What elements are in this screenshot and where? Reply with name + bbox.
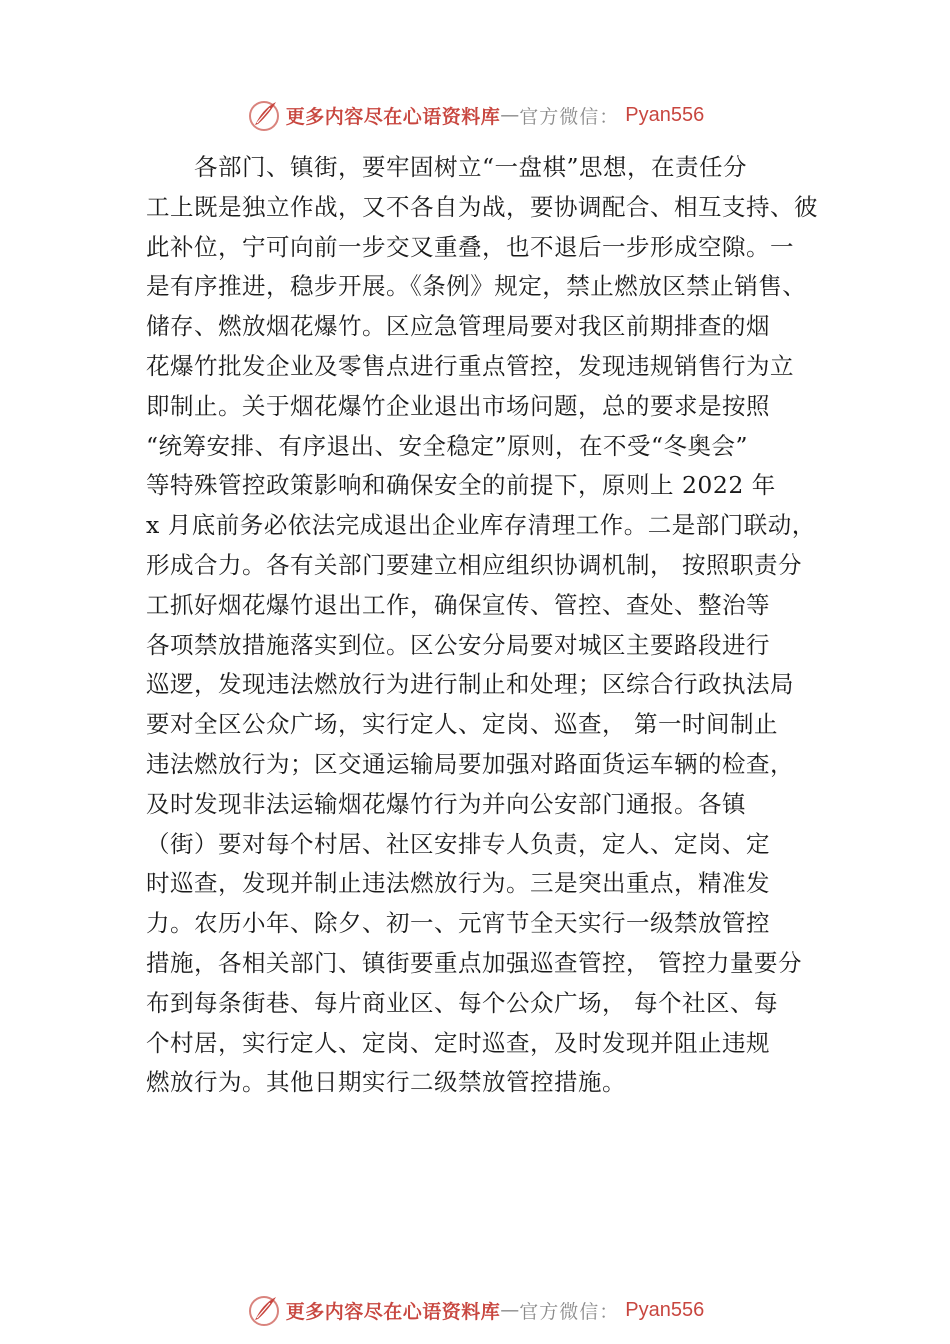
watermark-dash: — [500,104,520,126]
text-line: 即制止。关于烟花爆竹企业退出市场问题，总的要求是按照 [146,391,770,420]
text-line: （街）要对每个村居、社区安排专人负责，定人、定岗、定 [146,829,770,858]
text-line: 各部门、镇街，要牢固树立“一盘棋”思想，在责任分 [194,153,748,181]
text-line: 措施，各相关部门、镇街要重点加强巡查管控， 管控力量要分 [146,948,802,977]
text-line: 是有序推进，稳步开展。《条例》规定，禁止燃放区禁止销售、 [146,272,807,301]
text-line: 及时发现非法运输烟花爆竹行为并向公安部门通报。各镇 [146,789,746,818]
text-line: 储存、燃放烟花爆竹。区应急管理局要对我区前期排查的烟 [146,312,770,341]
text-line: 要对全区公众广场，实行定人、定岗、巡查， 第一时间制止 [146,710,778,739]
text-line: 燃放行为。其他日期实行二级禁放管控措施。 [146,1068,626,1097]
quill-logo-icon [246,97,282,133]
watermark-wechat-handle: Pyan556 [625,103,705,126]
text-line: “统筹安排、有序退出、安全稳定”原则，在不受“冬奥会” [146,431,749,460]
text-line: 巡逻，发现违法燃放行为进行制止和处理；区综合行政执法局 [146,670,794,699]
quill-logo-icon [246,1292,282,1328]
footer-watermark [0,1290,950,1330]
watermark-official-label: 官方微信： [519,105,620,128]
watermark-brand: 更多内容尽在心语资料库 [285,105,501,128]
text-line: 花爆竹批发企业及零售点进行重点管控，发现违规销售行为立 [146,351,794,380]
text-line: 个村居，实行定人、定岗、定时巡查，及时发现并阻止违规 [146,1028,770,1057]
text-line: 时巡查，发现并制止违法燃放行为。三是突出重点，精准发 [146,869,770,898]
text-line: 形成合力。各有关部门要建立相应组织协调机制， 按照职责分 [146,550,802,579]
text-line: 等特殊管控政策影响和确保安全的前提下，原则上 2022 年 [146,471,776,500]
text-line: 力。农历小年、除夕、初一、元宵节全天实行一级禁放管控 [146,909,770,938]
text-line: 工上既是独立作战，又不各自为战，要协调配合、相互支持、彼 [146,192,818,221]
text-line: 工抓好烟花爆竹退出工作，确保宣传、管控、查处、整治等 [146,590,770,619]
text-line: x 月底前务必依法完成退出企业库存清理工作。二是部门联动， [146,511,816,540]
text-line: 各项禁放措施落实到位。区公安分局要对城区主要路段进行 [146,630,770,659]
text-line: 布到每条街巷、每片商业区、每个公众广场， 每个社区、每 [146,988,778,1017]
watermark-wechat-handle: Pyan556 [625,1298,705,1321]
watermark-dash: — [500,1299,520,1321]
text-line: 违法燃放行为；区交通运输局要加强对路面货运车辆的检查， [146,749,794,778]
watermark-official-label: 官方微信： [519,1300,620,1323]
header-watermark [0,95,950,135]
document-body [146,148,821,1103]
watermark-brand: 更多内容尽在心语资料库 [285,1300,501,1323]
text-line: 此补位，宁可向前一步交叉重叠，也不退后一步形成空隙。一 [146,232,794,261]
